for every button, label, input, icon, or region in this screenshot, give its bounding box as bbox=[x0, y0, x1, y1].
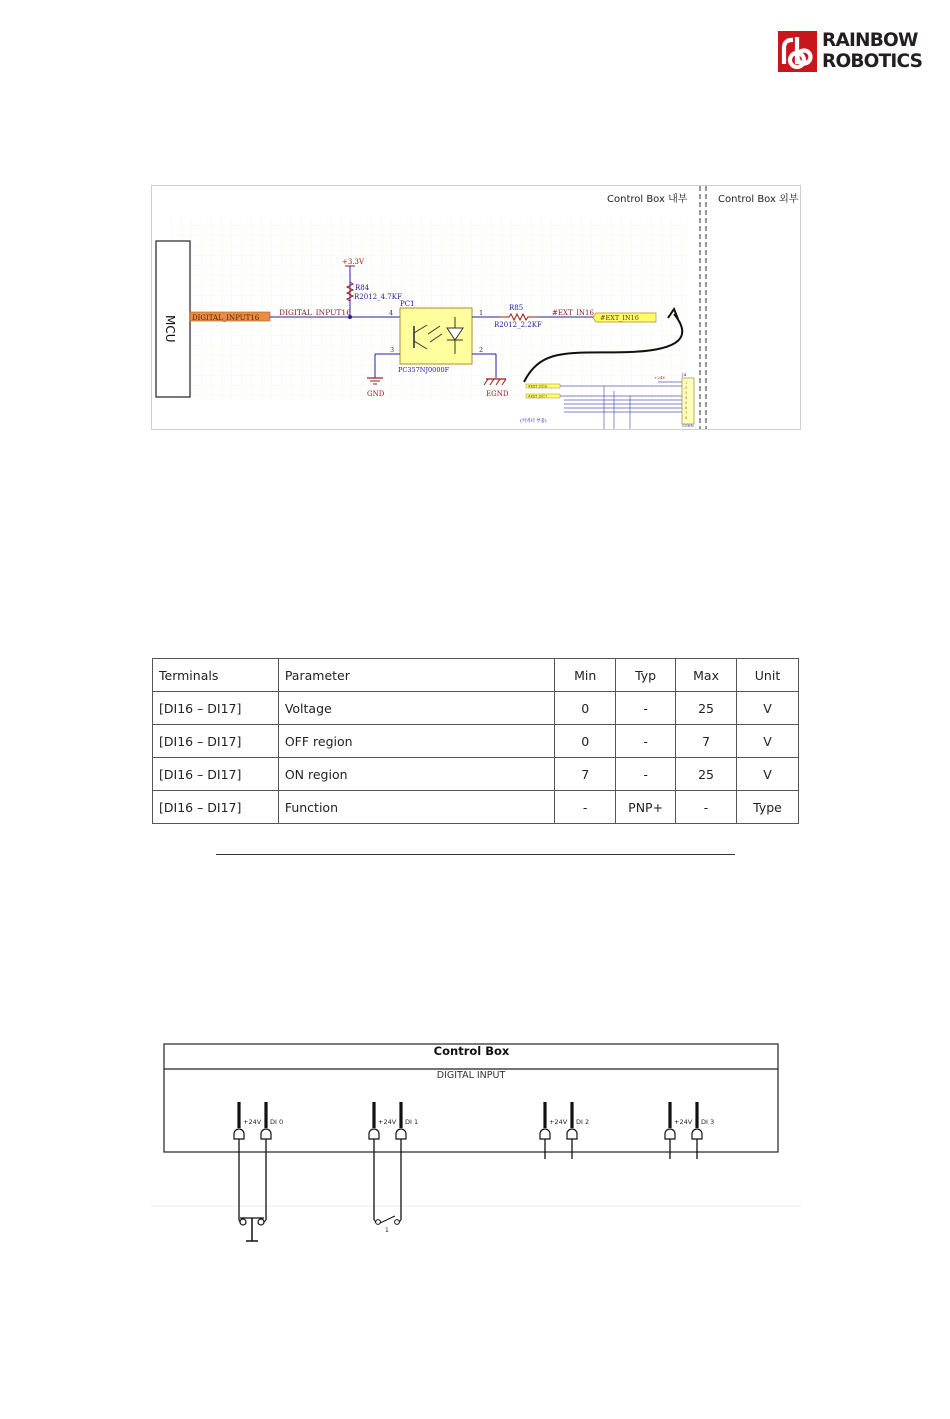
di0-supply-label: +24V bbox=[243, 1118, 262, 1126]
cell-unit: V bbox=[737, 725, 799, 758]
cell-min: 0 bbox=[555, 692, 616, 725]
r85-value: R2012_2.2KF bbox=[494, 321, 542, 329]
cell-unit: Type bbox=[737, 791, 799, 824]
table-row bbox=[153, 758, 799, 791]
egnd-label: EGND bbox=[486, 390, 509, 398]
cell-min: 7 bbox=[555, 758, 616, 791]
conn-part: CONN bbox=[682, 424, 694, 428]
mcu-label: MCU bbox=[163, 315, 177, 343]
brand-line-2: ROBOTICS bbox=[822, 51, 923, 72]
r85-ref: R85 bbox=[509, 304, 524, 312]
cell-min: 0 bbox=[555, 725, 616, 758]
conn-label-b: #EXT_IN17 bbox=[528, 394, 548, 399]
svg-text:6: 6 bbox=[685, 406, 688, 410]
table-row bbox=[153, 725, 799, 758]
cell-unit: V bbox=[737, 692, 799, 725]
brand-line-1: RAINBOW bbox=[822, 30, 918, 51]
svg-text:8: 8 bbox=[685, 416, 688, 420]
di2-supply-label: +24V bbox=[549, 1118, 568, 1126]
supply-label: +3.3V bbox=[342, 258, 365, 266]
cell-terminals: [DI16 – DI17] bbox=[153, 758, 279, 791]
cell-max: 25 bbox=[676, 692, 737, 725]
di0-input-label: DI 0 bbox=[270, 1118, 284, 1126]
conn-note: (커넥터 부품) bbox=[520, 419, 547, 424]
digital-input-spec-table bbox=[152, 658, 799, 824]
label-inside: Control Box 내부 bbox=[607, 194, 688, 205]
cell-parameter: Voltage bbox=[278, 692, 554, 725]
pin-1: 1 bbox=[479, 309, 484, 317]
net-digital-input16: DIGITAL_INPUT16 bbox=[279, 308, 351, 317]
label-outside: Control Box 외부 bbox=[718, 194, 799, 205]
mcu-pin-label: DIGITAL_INPUT16 bbox=[192, 314, 260, 322]
cell-typ: - bbox=[616, 692, 676, 725]
cell-max: - bbox=[676, 791, 737, 824]
header-parameter: Parameter bbox=[278, 659, 554, 692]
cell-typ: - bbox=[616, 725, 676, 758]
r84-value: R2012_4.7KF bbox=[354, 293, 402, 301]
header-min: Min bbox=[555, 659, 616, 692]
digital-input-schematic bbox=[151, 185, 801, 430]
cell-typ: PNP+ bbox=[616, 791, 676, 824]
ext-net-label: #EXT_IN16 bbox=[552, 309, 594, 317]
cell-max: 25 bbox=[676, 758, 737, 791]
cell-parameter: Function bbox=[278, 791, 554, 824]
wiring-diagram bbox=[151, 1040, 801, 1255]
header-typ: Typ bbox=[616, 659, 676, 692]
cell-terminals: [DI16 – DI17] bbox=[153, 692, 279, 725]
digital-input-subtitle: DIGITAL INPUT bbox=[436, 1070, 506, 1081]
pc1-ref: PC1 bbox=[400, 300, 415, 308]
ext-port-label: #EXT_IN16 bbox=[600, 314, 639, 322]
pin-4: 4 bbox=[389, 309, 394, 317]
cell-terminals: [DI16 – DI17] bbox=[153, 791, 279, 824]
gnd-label: GND bbox=[367, 390, 385, 398]
cell-unit: V bbox=[737, 758, 799, 791]
table-row bbox=[153, 791, 799, 824]
svg-text:4: 4 bbox=[685, 396, 688, 400]
r84-ref: R84 bbox=[355, 284, 370, 292]
di1-supply-label: +24V bbox=[378, 1118, 397, 1126]
cell-parameter: OFF region bbox=[278, 725, 554, 758]
di2-input-label: DI 2 bbox=[576, 1118, 590, 1126]
control-box-title: Control Box bbox=[433, 1044, 510, 1058]
horizontal-rule bbox=[216, 854, 735, 855]
conn-ref: J4 bbox=[682, 372, 687, 377]
logo-mark-icon bbox=[778, 31, 817, 72]
conn-label-a: #EXT_IN16 bbox=[528, 384, 548, 389]
conn-supply-label: +24V bbox=[654, 375, 666, 380]
svg-text:7: 7 bbox=[685, 411, 688, 415]
switch-label: 1 bbox=[385, 1227, 389, 1234]
cell-typ: - bbox=[616, 758, 676, 791]
cell-max: 7 bbox=[676, 725, 737, 758]
svg-text:2: 2 bbox=[685, 386, 688, 390]
table-row bbox=[153, 692, 799, 725]
company-logo bbox=[778, 30, 923, 73]
svg-text:1: 1 bbox=[685, 381, 688, 385]
pin-2: 2 bbox=[479, 346, 484, 354]
svg-text:5: 5 bbox=[685, 401, 688, 405]
table-header-row bbox=[153, 659, 799, 692]
cell-parameter: ON region bbox=[278, 758, 554, 791]
pin-3: 3 bbox=[390, 346, 395, 354]
di3-supply-label: +24V bbox=[674, 1118, 693, 1126]
header-terminals: Terminals bbox=[153, 659, 279, 692]
svg-text:3: 3 bbox=[685, 391, 688, 395]
di3-input-label: DI 3 bbox=[701, 1118, 715, 1126]
pc1-part: PC357NJ0000F bbox=[398, 366, 450, 374]
header-unit: Unit bbox=[737, 659, 799, 692]
cell-min: - bbox=[555, 791, 616, 824]
di1-input-label: DI 1 bbox=[405, 1118, 419, 1126]
header-max: Max bbox=[676, 659, 737, 692]
cell-terminals: [DI16 – DI17] bbox=[153, 725, 279, 758]
